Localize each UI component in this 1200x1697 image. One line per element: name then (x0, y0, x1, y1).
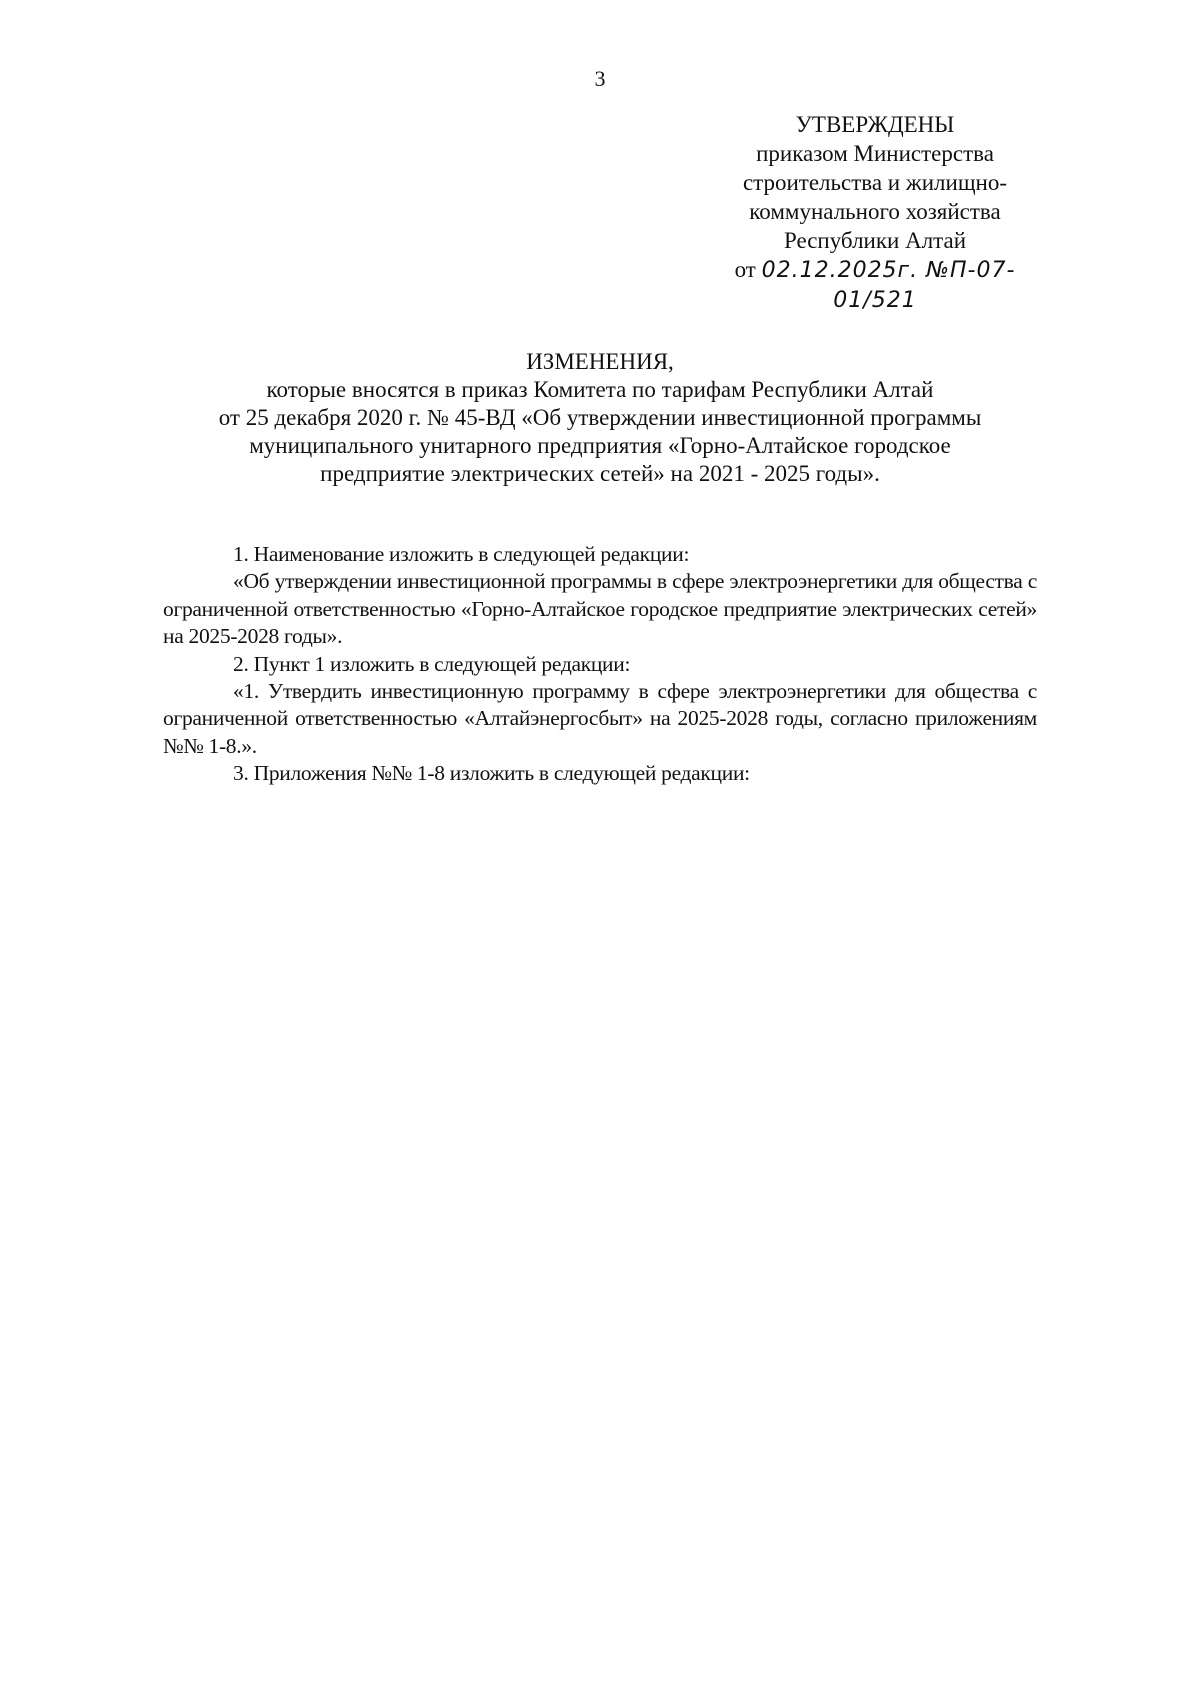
date-prefix: от (734, 257, 756, 282)
approval-line: коммунального хозяйства (749, 199, 1001, 224)
paragraph: «Об утверждении инвестиционной программы в сфере электроэнергетики для общества с ограниченной ответственностью «Горно-Алтайское городское предприятие электрических сетей» на 2025-2028 годы». (163, 569, 1037, 649)
title-line: которые вносятся в приказ Комитета по тарифам Республики Алтай (266, 377, 934, 402)
document-title (150, 348, 1050, 488)
handwritten-date-number: 02.12.2025г. №П-07-01/521 (761, 258, 1016, 313)
paragraph: 2. Пункт 1 изложить в следующей редакции: (233, 651, 631, 676)
paragraph: 3. Приложения №№ 1-8 изложить в следующей редакции: (233, 761, 750, 786)
paragraph: «1. Утвердить инвестиционную программу в сфере электроэнергетики для общества с ограниченной ответственностью «Алтайэнергосбыт» на 2025-2028 годы, согласно приложениям №№ 1-8.». (163, 679, 1037, 758)
page-number: 3 (594, 66, 606, 91)
approval-line: приказом Министерства (756, 141, 994, 166)
paragraph: 1. Наименование изложить в следующей редакции: (233, 542, 690, 566)
title-line: предприятие электрических сетей» на 2021 - 2025 годы». (320, 461, 880, 486)
approval-line: строительства и жилищно- (742, 170, 1008, 195)
title-line: муниципального унитарного предприятия «Горно-Алтайское городское (249, 433, 951, 458)
document-body (163, 541, 1037, 788)
approval-line: Республики Алтай (783, 228, 967, 253)
title-heading: ИЗМЕНЕНИЯ, (526, 349, 674, 374)
approval-date (700, 255, 1050, 315)
approval-block (700, 110, 1050, 315)
approval-heading: УТВЕРЖДЕНЫ (795, 112, 955, 137)
title-line: от 25 декабря 2020 г. № 45-ВД «Об утверждении инвестиционной программы (218, 405, 982, 430)
